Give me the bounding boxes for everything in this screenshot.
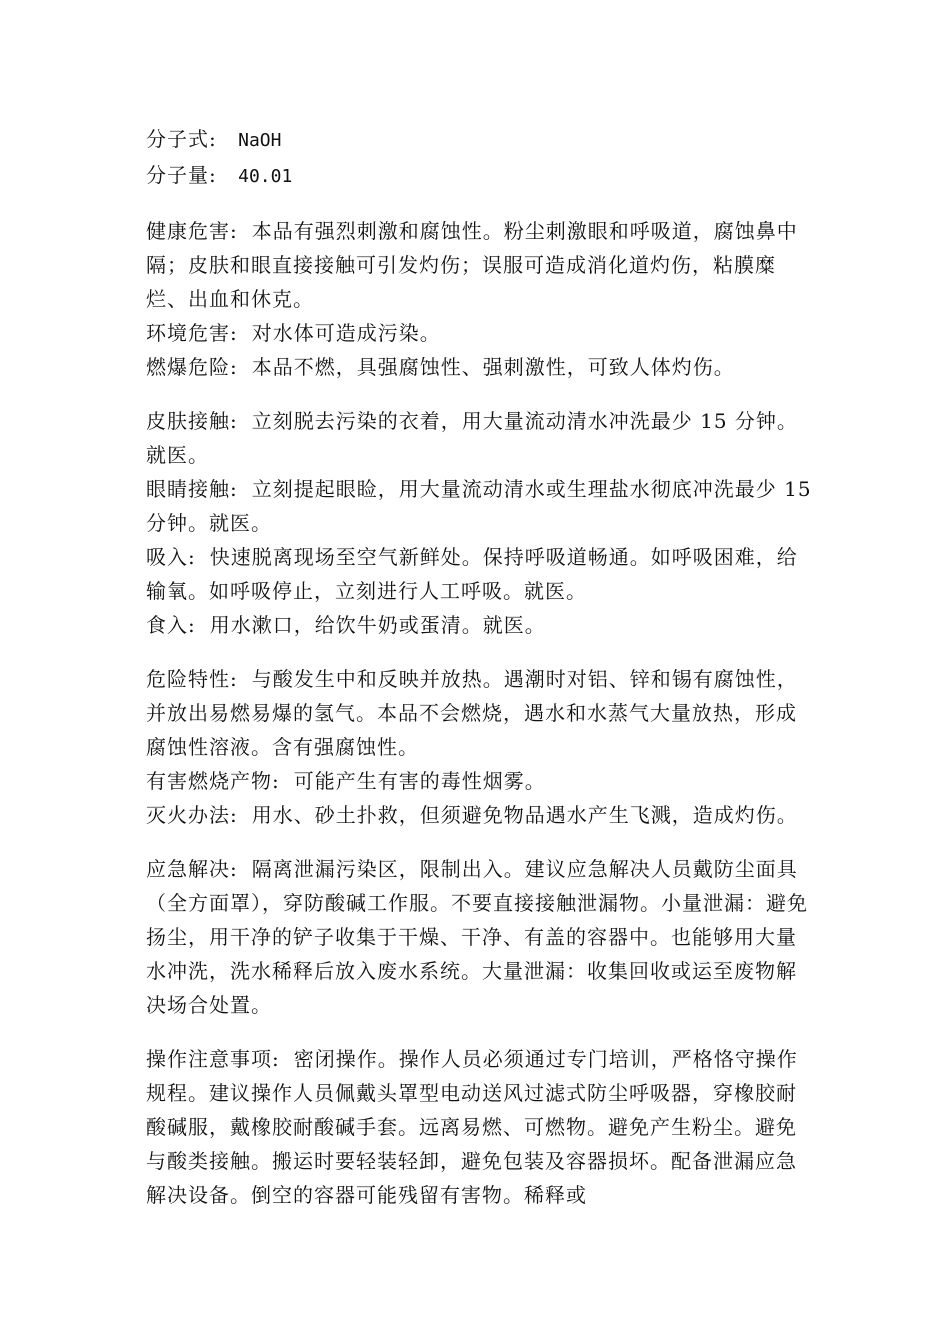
section-gap [146,1022,814,1042]
formula-value: NaOH [238,130,282,151]
combustion-products-text: 可能产生有害的毒性烟雾。 [293,769,546,793]
explosion-hazard-text: 本品不燃，具强腐蚀性、强刺激性，可致人体灼伤。 [251,355,735,379]
document-body [146,122,814,1212]
explosion-hazard-label: 燃爆危险: [146,355,238,379]
inhalation-text: 快速脱离现场至空气新鲜处。保持呼吸道畅通。如呼吸困难，给输氧。如呼吸停止，立刻进行人工呼吸。就医。 [146,545,798,603]
skin-contact-text: 立刻脱去污染的衣着，用大量流动清水冲洗最少 15 分钟。就医。 [146,409,798,467]
hazard-properties-paragraph [146,662,814,764]
combustion-products-label: 有害燃烧产物: [146,769,280,793]
operation-precautions-paragraph [146,1042,814,1212]
skin-contact-label: 皮肤接触: [146,409,238,433]
fire-fighting-label: 灭火办法: [146,803,238,827]
health-hazard-label: 健康危害: [146,219,238,243]
ingestion-label: 食入: [146,613,196,637]
inhalation-label: 吸入: [146,545,196,569]
section-gap [146,832,814,852]
formula-label: 分子式: [146,127,217,151]
ingestion-text: 用水漱口，给饮牛奶或蛋清。就医。 [209,613,546,637]
skin-contact-paragraph [146,404,814,472]
operation-precautions-text: 密闭操作。操作人员必须通过专门培训，严格恪守操作规程。建议操作人员佩戴头罩型电动送风过滤式防尘呼吸器，穿橡胶耐酸碱服，戴橡胶耐酸碱手套。远离易燃、可燃物。避免产生粉尘。避免与酸类接触。搬运时要轻装轻卸，避免包装及容器损坏。配备泄漏应急解决设备。倒空的容器可能残留有害物。稀释或 [146,1047,798,1207]
section-gap [146,384,814,404]
weight-label: 分子量: [146,163,217,187]
section-gap [146,642,814,662]
fire-fighting-text: 用水、砂土扑救，但须避免物品遇水产生飞溅，造成灼伤。 [251,803,798,827]
emergency-handling-text: 隔离泄漏污染区，限制出入。建议应急解决人员戴防尘面具（全方面罩），穿防酸碱工作服。不要直接接触泄漏物。小量泄漏：避免扬尘，用干净的铲子收集于干燥、干净、有盖的容器中。也能够用大量水冲洗，洗水稀释后放入废水系统。大量泄漏：收集回收或运至废物解决场合处置。 [146,857,808,1017]
combustion-products-paragraph [146,764,814,798]
health-hazard-text: 本品有强烈刺激和腐蚀性。粉尘刺激眼和呼吸道，腐蚀鼻中隔；皮肤和眼直接接触可引发灼伤；误服可造成消化道灼伤，粘膜糜烂、出血和休克。 [146,219,798,311]
environment-hazard-text: 对水体可造成污染。 [251,321,441,345]
operation-precautions-label: 操作注意事项: [146,1047,280,1071]
section-gap [146,194,814,214]
fire-fighting-paragraph [146,798,814,832]
eye-contact-paragraph [146,472,814,540]
hazard-properties-label: 危险特性: [146,667,238,691]
weight-line [146,158,814,194]
formula-line [146,122,814,158]
environment-hazard-label: 环境危害: [146,321,238,345]
emergency-handling-label: 应急解决: [146,857,238,881]
environment-hazard-paragraph [146,316,814,350]
health-hazard-paragraph [146,214,814,316]
weight-value: 40.01 [238,166,293,187]
explosion-hazard-paragraph [146,350,814,384]
emergency-handling-paragraph [146,852,814,1022]
eye-contact-label: 眼睛接触: [146,477,238,501]
hazard-properties-text: 与酸发生中和反映并放热。遇潮时对铝、锌和锡有腐蚀性，并放出易燃易爆的氢气。本品不会燃烧，遇水和水蒸气大量放热，形成腐蚀性溶液。含有强腐蚀性。 [146,667,798,759]
eye-contact-text: 立刻提起眼睑，用大量流动清水或生理盐水彻底冲洗最少 15 分钟。就医。 [146,477,812,535]
ingestion-paragraph [146,608,814,642]
inhalation-paragraph [146,540,814,608]
